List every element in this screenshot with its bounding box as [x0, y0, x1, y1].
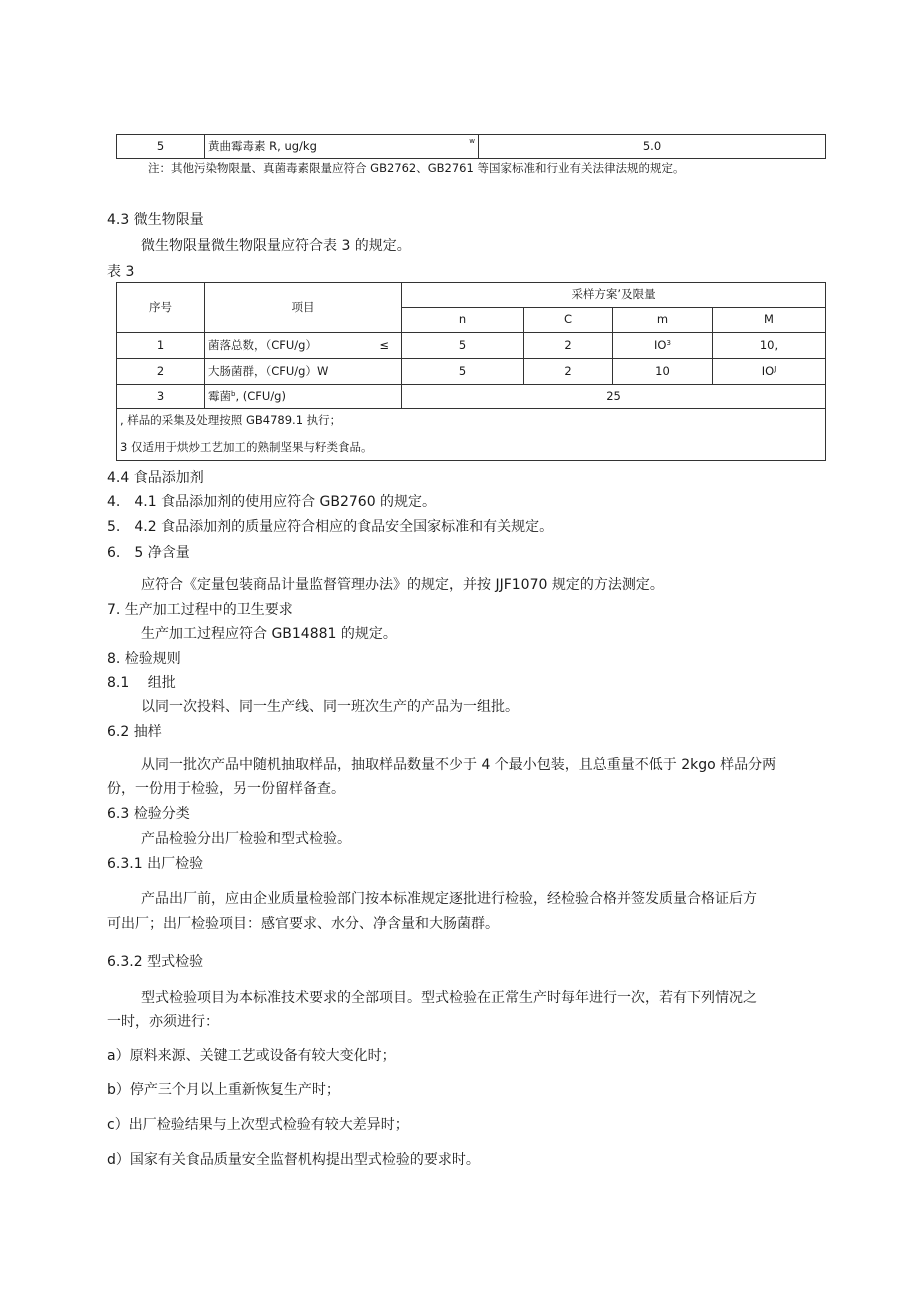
table3-row3-item-tail: , (CFU/g): [235, 388, 286, 403]
table2-row-item: [205, 135, 479, 159]
table-row: [117, 333, 826, 359]
table3-row1-item-text: 菌落总数，（CFU/g）: [208, 337, 317, 352]
table3-header-m-lower: m: [613, 308, 713, 333]
table3-header-item: 项目: [205, 283, 402, 333]
table3-notes: [117, 409, 826, 461]
table2-note: 注：其他污染物限量、真菌毒素限量应符合 GB2762、GB2761 等国家标准和行业有关法律法规的规定。: [148, 161, 685, 175]
table2-row-mark: w: [469, 137, 475, 145]
table2-last-row: [116, 134, 826, 159]
section-4-3-heading: 4.3 微生物限量: [107, 212, 204, 228]
table3-row1-op: ≤: [379, 338, 389, 352]
section-6-3-2-heading: 6.3.2 型式检验: [107, 954, 204, 970]
section-6-3-heading: 6.3 检验分类: [107, 806, 190, 822]
section-6-3-2-text-line2: 一时，亦须进行：: [107, 1014, 219, 1030]
table2-row-item-text: 黄曲霉毒素 R, ug/kg: [208, 138, 317, 153]
section-4-5-text: 应符合《定量包装商品计量监督管理办法》的规定，并按 JJF1070 规定的方法测定。: [141, 577, 664, 593]
section-4-4-heading: 4.4 食品添加剂: [107, 470, 204, 486]
table3-row3-item-text: 霉菌: [208, 388, 231, 403]
table3-row2-c: 2: [524, 359, 613, 385]
table3-row2-M-base: IO: [761, 363, 775, 378]
section-6-3-1-text-line1: 产品出厂前，应由企业质量检验部门按本标准规定逐批进行检验，经检验合格并签发质量合格证后方: [141, 891, 757, 907]
table3-row2-M-sup: J: [774, 364, 777, 373]
list-item-c: c）出厂检验结果与上次型式检验有较大差异时；: [107, 1117, 409, 1133]
section-7-heading: 7. 生产加工过程中的卫生要求: [107, 602, 293, 618]
section-4-4-2: 5. 4.2 食品添加剂的质量应符合相应的食品安全国家标准和有关规定。: [107, 519, 554, 535]
table3-note1: , 样品的采集及处理按照 GB4789.1 执行；: [120, 413, 342, 427]
table3-header-n: n: [402, 308, 524, 333]
table3-row2-item: 大肠菌群，（CFU/g）W: [205, 359, 402, 385]
table3-row1-M: 10,: [713, 333, 826, 359]
section-6-2-text-line1: 从同一批次产品中随机抽取样品，抽取样品数量不少于 4 个最小包装，且总重量不低于 2kgo 样品分两: [141, 757, 777, 773]
section-8-heading: 8. 检验规则: [107, 651, 181, 667]
section-8-1-text: 以同一次投料、同一生产线、同一班次生产的产品为一组批。: [141, 699, 519, 715]
table3-row2-m: 10: [613, 359, 713, 385]
table3-row2-num: 2: [117, 359, 205, 385]
list-item-b: b）停产三个月以上重新恢复生产时；: [107, 1082, 340, 1098]
table3-row3-merged: 25: [402, 385, 826, 409]
table3-row1-m-sup: 3: [666, 338, 671, 347]
table3-row3-item-sup: b: [231, 389, 236, 398]
section-4-3-text: 微生物限量微生物限量应符合表 3 的规定。: [141, 238, 411, 254]
table-row: [117, 385, 826, 409]
table3-row2-M: [713, 359, 826, 385]
table3-row1-n: 5: [402, 333, 524, 359]
table3-row1-m-base: IO: [654, 337, 667, 352]
section-6-3-2-text-line1: 型式检验项目为本标准技术要求的全部项目。型式检验在正常生产时每年进行一次，若有下列情况之: [141, 990, 757, 1006]
table3-note2: 3 仅适用于烘炒工艺加工的熟制坚果与籽类食品。: [120, 439, 373, 454]
table3-header-c: C: [524, 308, 613, 333]
table3-row3-num: 3: [117, 385, 205, 409]
section-7-text: 生产加工过程应符合 GB14881 的规定。: [141, 626, 397, 642]
section-4-5-heading: 6. 5 净含量: [107, 545, 190, 561]
table3-row1-m: [613, 333, 713, 359]
table3-header-m-upper: M: [713, 308, 826, 333]
list-item-a: a）原料来源、关键工艺或设备有较大变化时；: [107, 1048, 396, 1064]
list-item-d: d）国家有关食品质量安全监督机构提出型式检验的要求时。: [107, 1152, 480, 1168]
table3-row2-n: 5: [402, 359, 524, 385]
section-6-3-1-text-line2: 可出厂；出厂检验项目：感官要求、水分、净含量和大肠菌群。: [107, 916, 499, 932]
table3-row3-item: [205, 385, 402, 409]
section-6-2-heading: 6.2 抽样: [107, 724, 162, 740]
table2-row-value: 5.0: [479, 135, 826, 159]
table3-row1-c: 2: [524, 333, 613, 359]
table3: [116, 282, 826, 461]
section-6-2-text-line2: 份，一份用于检验，另一份留样备查。: [107, 781, 345, 797]
section-6-3-text: 产品检验分出厂检验和型式检验。: [141, 831, 351, 847]
section-6-3-1-heading: 6.3.1 出厂检验: [107, 856, 204, 872]
table3-caption: 表 3: [107, 264, 135, 280]
table3-header-num: 序号: [117, 283, 205, 333]
table-row: [117, 359, 826, 385]
table3-row1-item: [205, 333, 402, 359]
section-8-1-heading: 8.1 组批: [107, 675, 176, 691]
table3-header-plan: 采样方案’及限量: [402, 283, 826, 308]
table3-row1-num: 1: [117, 333, 205, 359]
table2-row-num: 5: [117, 135, 205, 159]
section-4-4-1: 4. 4.1 食品添加剂的使用应符合 GB2760 的规定。: [107, 494, 437, 510]
